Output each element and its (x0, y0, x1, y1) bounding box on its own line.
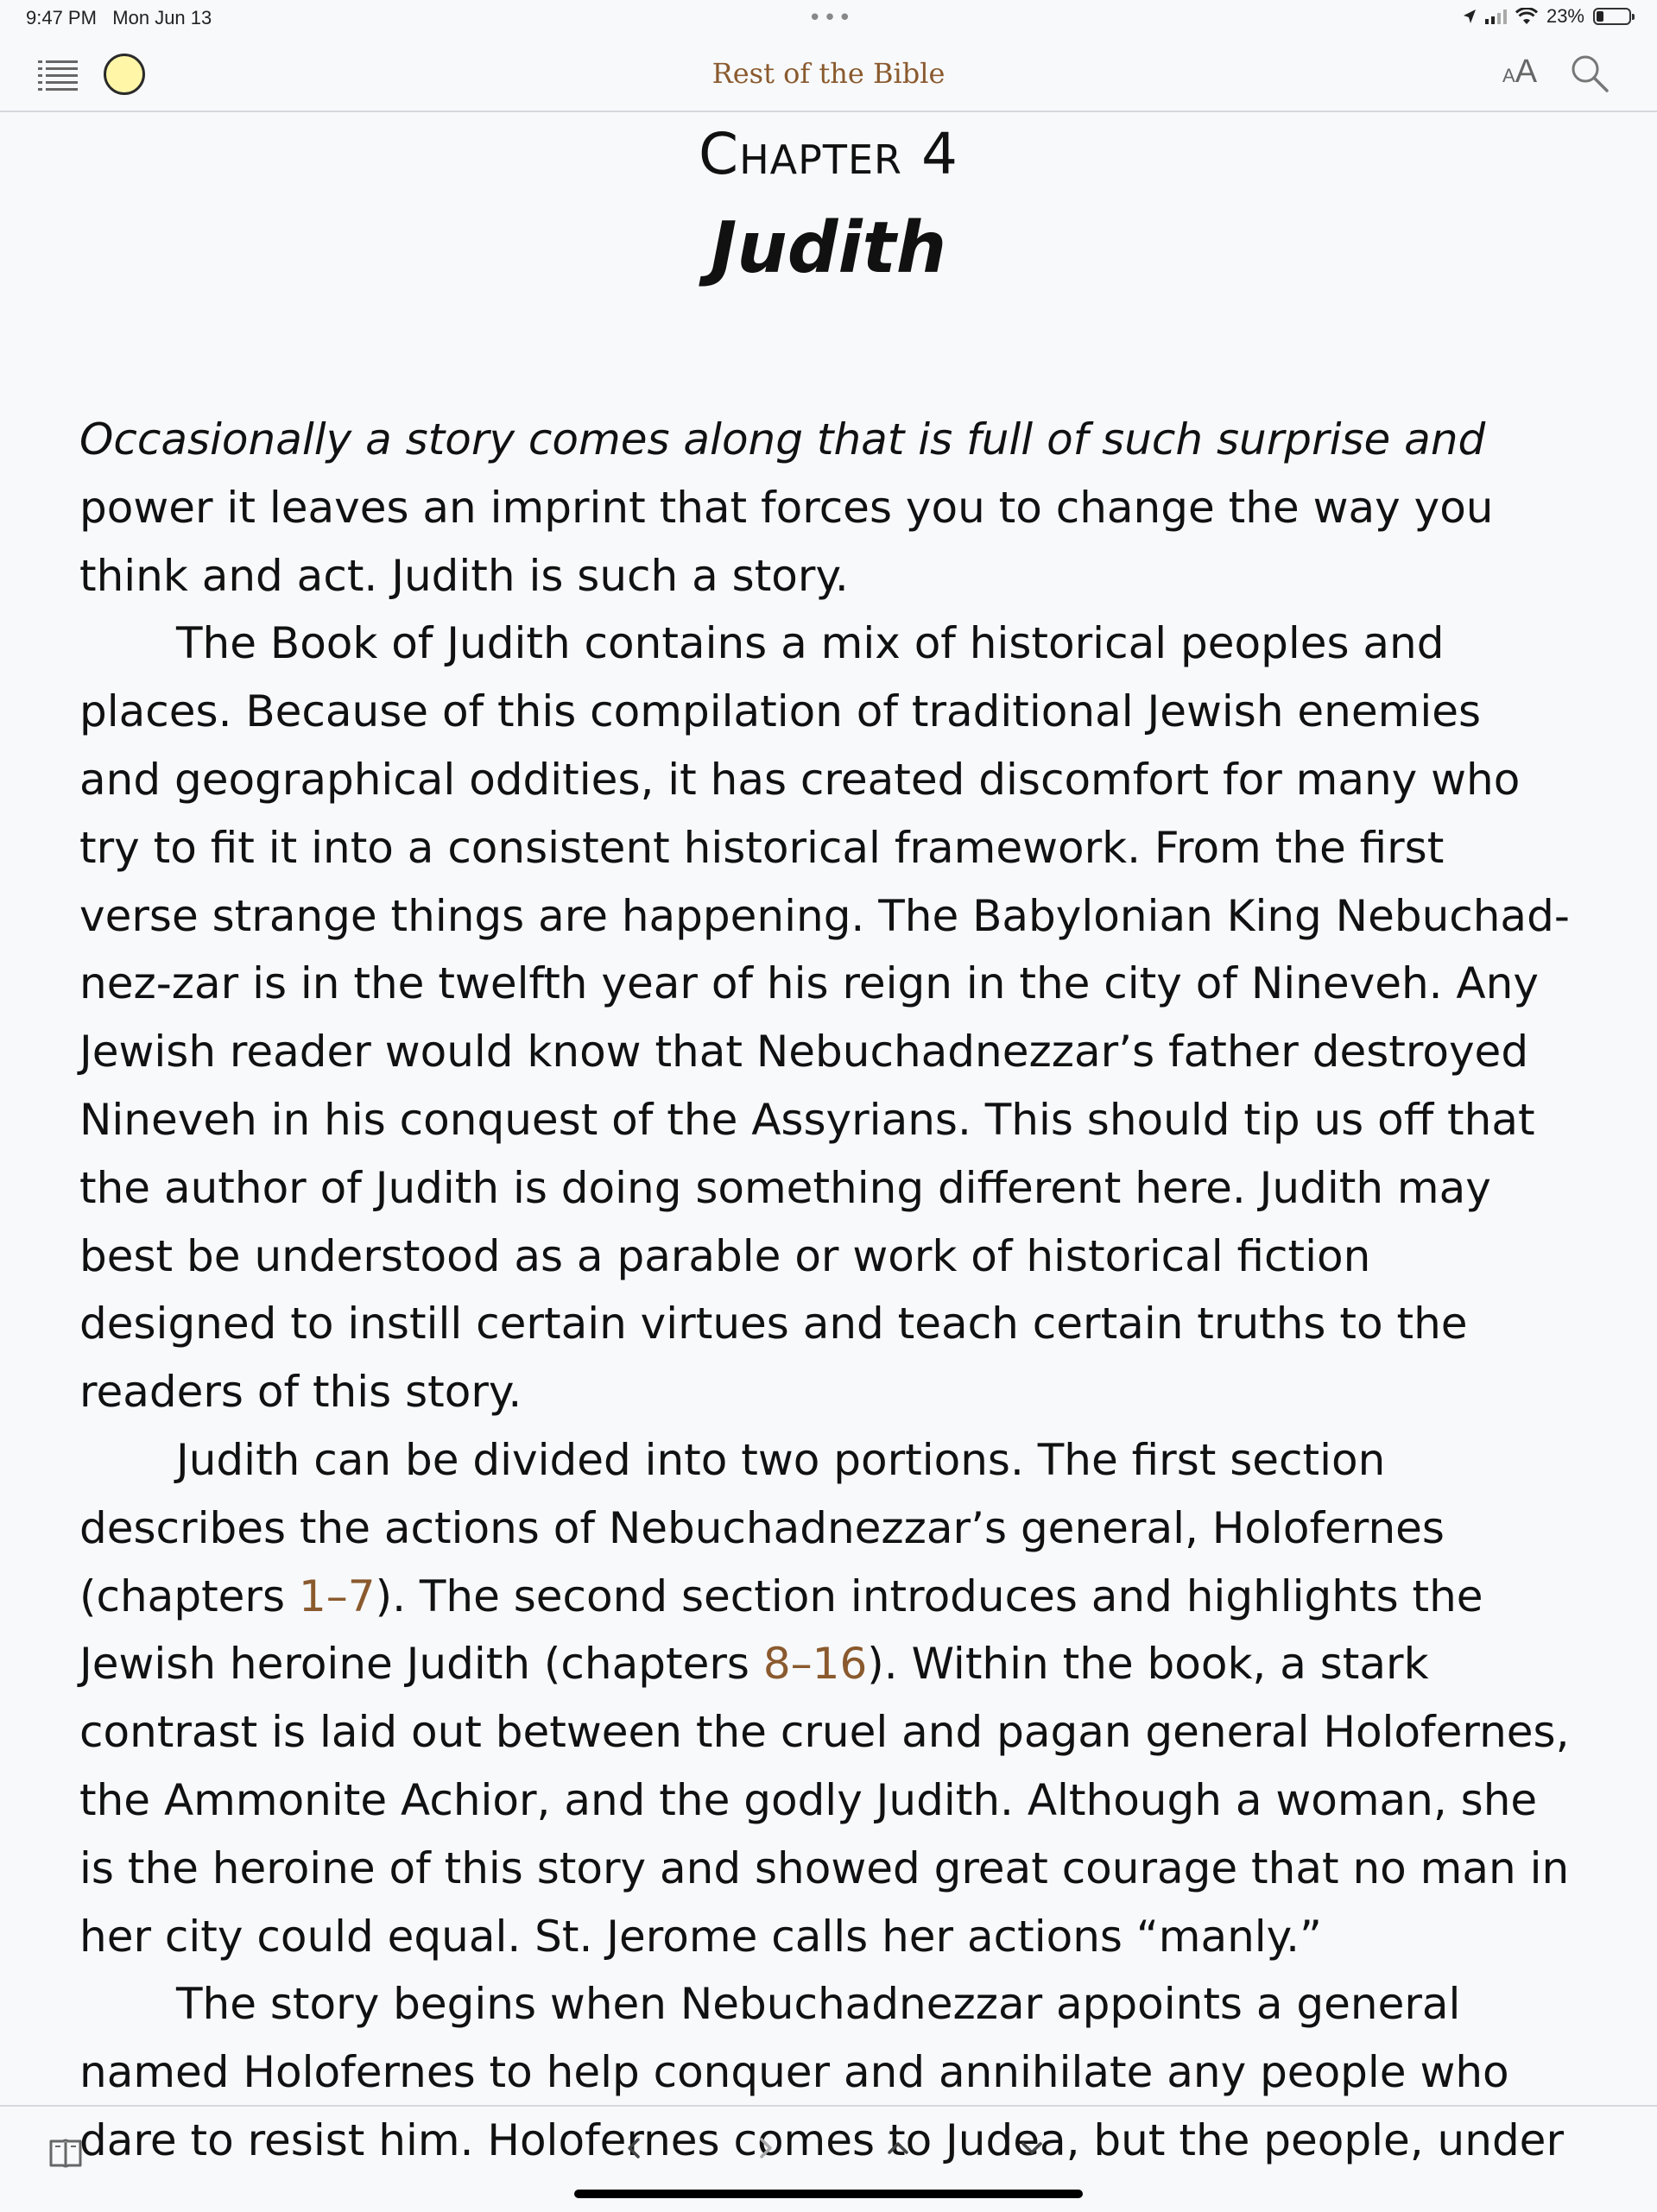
italic-lead: Occasionally a story comes along that is full of such surprise and (79, 414, 1486, 465)
paragraph: The Book of Judith contains a mix of historical peoples and places. Because of this compilation of traditional Jewish enemies and geographical oddities, it has created discomfort for many who try to fit it into a consistent historical framework. From the first verse strange things are happening. The Babylonian King Nebuchad-nez-zar is in the twelfth year of his reign in the city of Nineveh. Any Jewish reader would know that Nebuchadnezzar’s father destroyed Nineveh in his conquest of the Assyrians. This should tip us off that the author of Judith is doing something different here. Judith may best be understood as a parable or work of historical fiction designed to instill certain virtues and teach certain truths to the readers of this story. (79, 618, 1570, 1418)
text-size-icon[interactable] (1502, 54, 1537, 91)
status-time (26, 7, 212, 29)
book-title: Rest of the Bible (711, 57, 946, 90)
status-bar (0, 0, 1657, 38)
chevron-left-icon[interactable] (617, 2131, 651, 2165)
status-time-value: 9:47 PM (26, 7, 97, 28)
chapter-reference-link[interactable]: 1–7 (298, 1571, 376, 1621)
paragraph-text: Judith can be divided into two portions. The first section describes the actions of Nebuchadnezzar’s general, Holofernes (chapters (79, 1434, 1445, 1621)
paragraph (79, 406, 1573, 610)
font-size-small-label: A (1502, 65, 1515, 86)
font-size-big-label: A (1515, 54, 1538, 90)
multitasking-dots-icon[interactable]: ••• (808, 5, 854, 31)
paragraph-text: ). The second section introduces and highlights the Jewish heroine Judith (chapters (79, 1571, 1483, 1690)
paragraph: The story begins when Nebuchadnezzar appoints a general named Holofernes to help conquer and annihilate any people who dare to resist him. Holofernes comes to Judea, but the people, under (79, 1979, 1564, 2165)
battery-percent: 23% (1546, 5, 1584, 27)
chapter-number: 4 (921, 121, 958, 187)
wifi-icon (1515, 8, 1538, 25)
location-icon (1463, 9, 1477, 24)
chevron-up-icon[interactable] (881, 2131, 915, 2165)
status-indicators (1463, 5, 1631, 28)
cellular-signal-icon (1485, 9, 1507, 24)
chevron-down-icon[interactable] (1015, 2131, 1049, 2165)
chapter-word: Chapter (699, 121, 903, 187)
search-icon[interactable] (1570, 54, 1610, 93)
status-date: Mon Jun 13 (112, 7, 212, 28)
paragraph (79, 1426, 1573, 1970)
battery-level (1597, 11, 1603, 22)
paragraph-text: ). Within the book, a stark contrast is laid out between the cruel and pagan general Holofernes, the Ammonite Achior, and the godly Judith. Although a woman, she is the heroine of this story and showed great courage that no man in her city could equal. St. Jerome calls her actions “manly.” (79, 1639, 1570, 1962)
battery-icon (1593, 8, 1631, 25)
home-indicator[interactable] (574, 2190, 1083, 2198)
chapter-label (0, 121, 1657, 187)
paragraph-text: power it leaves an imprint that forces you to change the way you think and act. Judith is such a story. (79, 482, 1494, 601)
chapter-reference-link[interactable]: 8–16 (762, 1639, 868, 1690)
chevron-right-icon[interactable] (749, 2131, 783, 2165)
chapter-title: Judith (710, 207, 947, 289)
book-icon[interactable] (48, 2138, 83, 2169)
chapter-body (79, 406, 1573, 2175)
reader-toolbar (0, 38, 1657, 112)
bottom-navigation-bar (0, 2105, 1657, 2212)
